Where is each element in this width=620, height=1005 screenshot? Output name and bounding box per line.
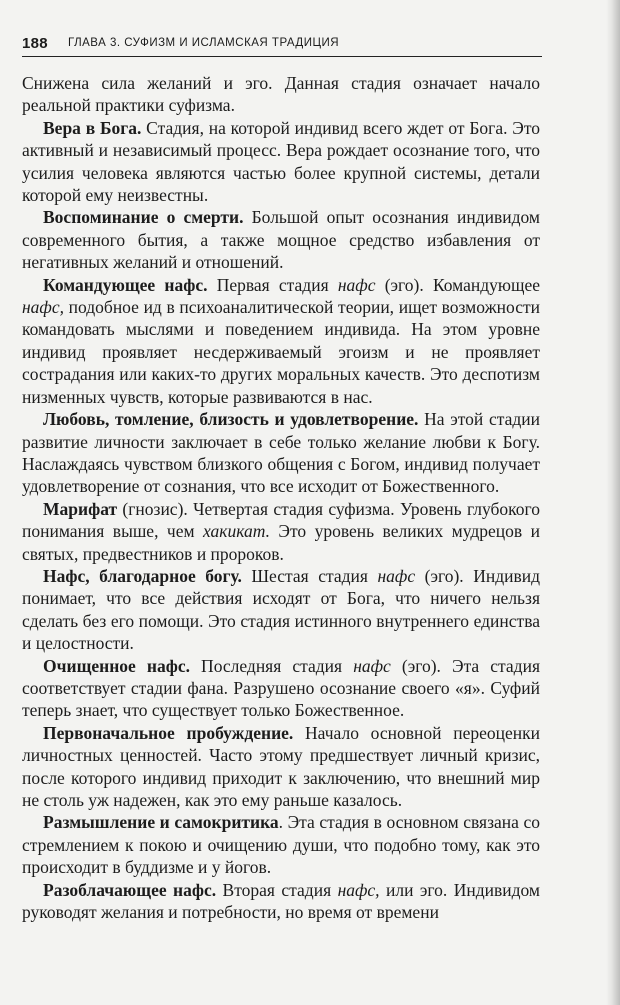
page-edge-shadow — [606, 0, 620, 1005]
glossary-entry-purified-nafs — [22, 655, 540, 722]
running-header — [22, 34, 542, 57]
glossary-entry-faith — [22, 117, 540, 207]
entry-term: Первоначальное пробуждение. — [43, 722, 294, 743]
entry-text: Стадия, на которой индивид всего ждет от Бога. Это активный и независимый процесс. Вера рождает осознание того, что усилия человека являются частью более крупной системы, детали которой ему неизвестны. — [22, 117, 540, 206]
entry-term: Марифат — [43, 498, 118, 519]
intro-paragraph — [22, 72, 540, 117]
glossary-entry-love — [22, 408, 540, 498]
entry-text: Это уровень великих мудрецов и святых, предвестников и пророков. — [22, 521, 540, 564]
entry-text: На этой стадии развитие личности заключает в себе только желание любви к Богу. Наслаждаясь чувством близкого общения с Богом, индивид получает удовлетворение от сознания, что все исходит от Божественного. — [22, 409, 540, 497]
glossary-entry-initial-awakening — [22, 722, 540, 812]
page-number: 188 — [22, 35, 48, 52]
entry-term: Командующее нафс. — [43, 274, 208, 295]
entry-text: Шестая стадия — [241, 565, 378, 586]
chapter-title: ГЛАВА 3. СУФИЗМ И ИСЛАМСКАЯ ТРАДИЦИЯ — [68, 37, 340, 49]
entry-text: (гнозис). Четвертая стадия суфизма. Уровень глубокого понимания выше, чем — [22, 498, 540, 542]
entry-italic: нафс, — [337, 879, 380, 900]
entry-text: Начало основной переоценки личностных ценностей. Часто этому предшествует личный кризис, после которого индивид приходит к заключению, что внешний мир не столь уж надежен, как это ему раньше казалось. — [22, 722, 540, 810]
entry-text: Вторая стадия — [216, 879, 338, 900]
entry-term: Нафс, благодарное богу. — [43, 565, 242, 586]
entry-term: Разоблачающее нафс. — [43, 879, 217, 900]
entry-text: (эго). Индивид понимает, что все действия исходят от Бога, что ничего нельзя сделать без его помощи. Это стадия истинного внутреннего единства и целостности. — [22, 565, 540, 654]
entry-italic: нафс — [353, 655, 391, 676]
page-body — [22, 72, 540, 923]
glossary-entry-reflection — [22, 811, 540, 878]
entry-italic: хакикат. — [203, 521, 270, 542]
entry-text: Первая стадия — [207, 274, 338, 295]
entry-term: Воспоминание о смерти. — [43, 207, 244, 228]
entry-italic: нафс, — [22, 297, 64, 318]
glossary-entry-death-remembrance — [22, 206, 540, 273]
entry-term: Размышление и самокритика — [43, 812, 279, 833]
entry-text: Последняя стадия — [189, 655, 354, 676]
entry-term: Любовь, томление, близость и удовлетворение. — [43, 409, 419, 430]
entry-text: Большой опыт осознания индивидом современного бытия, а также мощное средство избавления от негативных желаний и отношений. — [22, 207, 540, 273]
glossary-entry-accusing-nafs — [22, 879, 540, 924]
glossary-entry-commanding-nafs — [22, 274, 540, 408]
entry-text: подобное ид в психоаналитической теории, ищет возможности командовать мыслями и поведением индивида. На этом уровне индивид проявляет несдерживаемый эгоизм и не проявляет сострадания или каких-то других моральных качеств. Это деспотизм низменных чувств, которые развиваются в нас. — [22, 297, 540, 407]
entry-text: или эго. Индивидом руководят желания и потребности, но время от времени — [22, 879, 541, 923]
entry-term: Вера в Бога. — [43, 117, 142, 138]
entry-italic: нафс — [377, 565, 416, 586]
entry-text: (эго). Командующее — [375, 274, 541, 295]
entry-italic: нафс — [337, 274, 376, 295]
glossary-entry-grateful-nafs — [22, 565, 540, 655]
intro-text: Снижена сила желаний и эго. Данная стадия означает начало реальной практики суфизма. — [22, 73, 540, 116]
entry-term: Очищенное нафс. — [43, 655, 190, 676]
entry-text: . Эта стадия в основном связана со стремлением к покою и очищению души, что подобно тому, как это происходит в буддизме и у йогов. — [22, 812, 540, 878]
glossary-entry-marifat — [22, 498, 540, 565]
entry-text: (эго). Эта стадия соответствует стадии фана. Разрушено осознание своего «я». Суфий теперь знает, что существует только Божественное. — [22, 655, 541, 721]
